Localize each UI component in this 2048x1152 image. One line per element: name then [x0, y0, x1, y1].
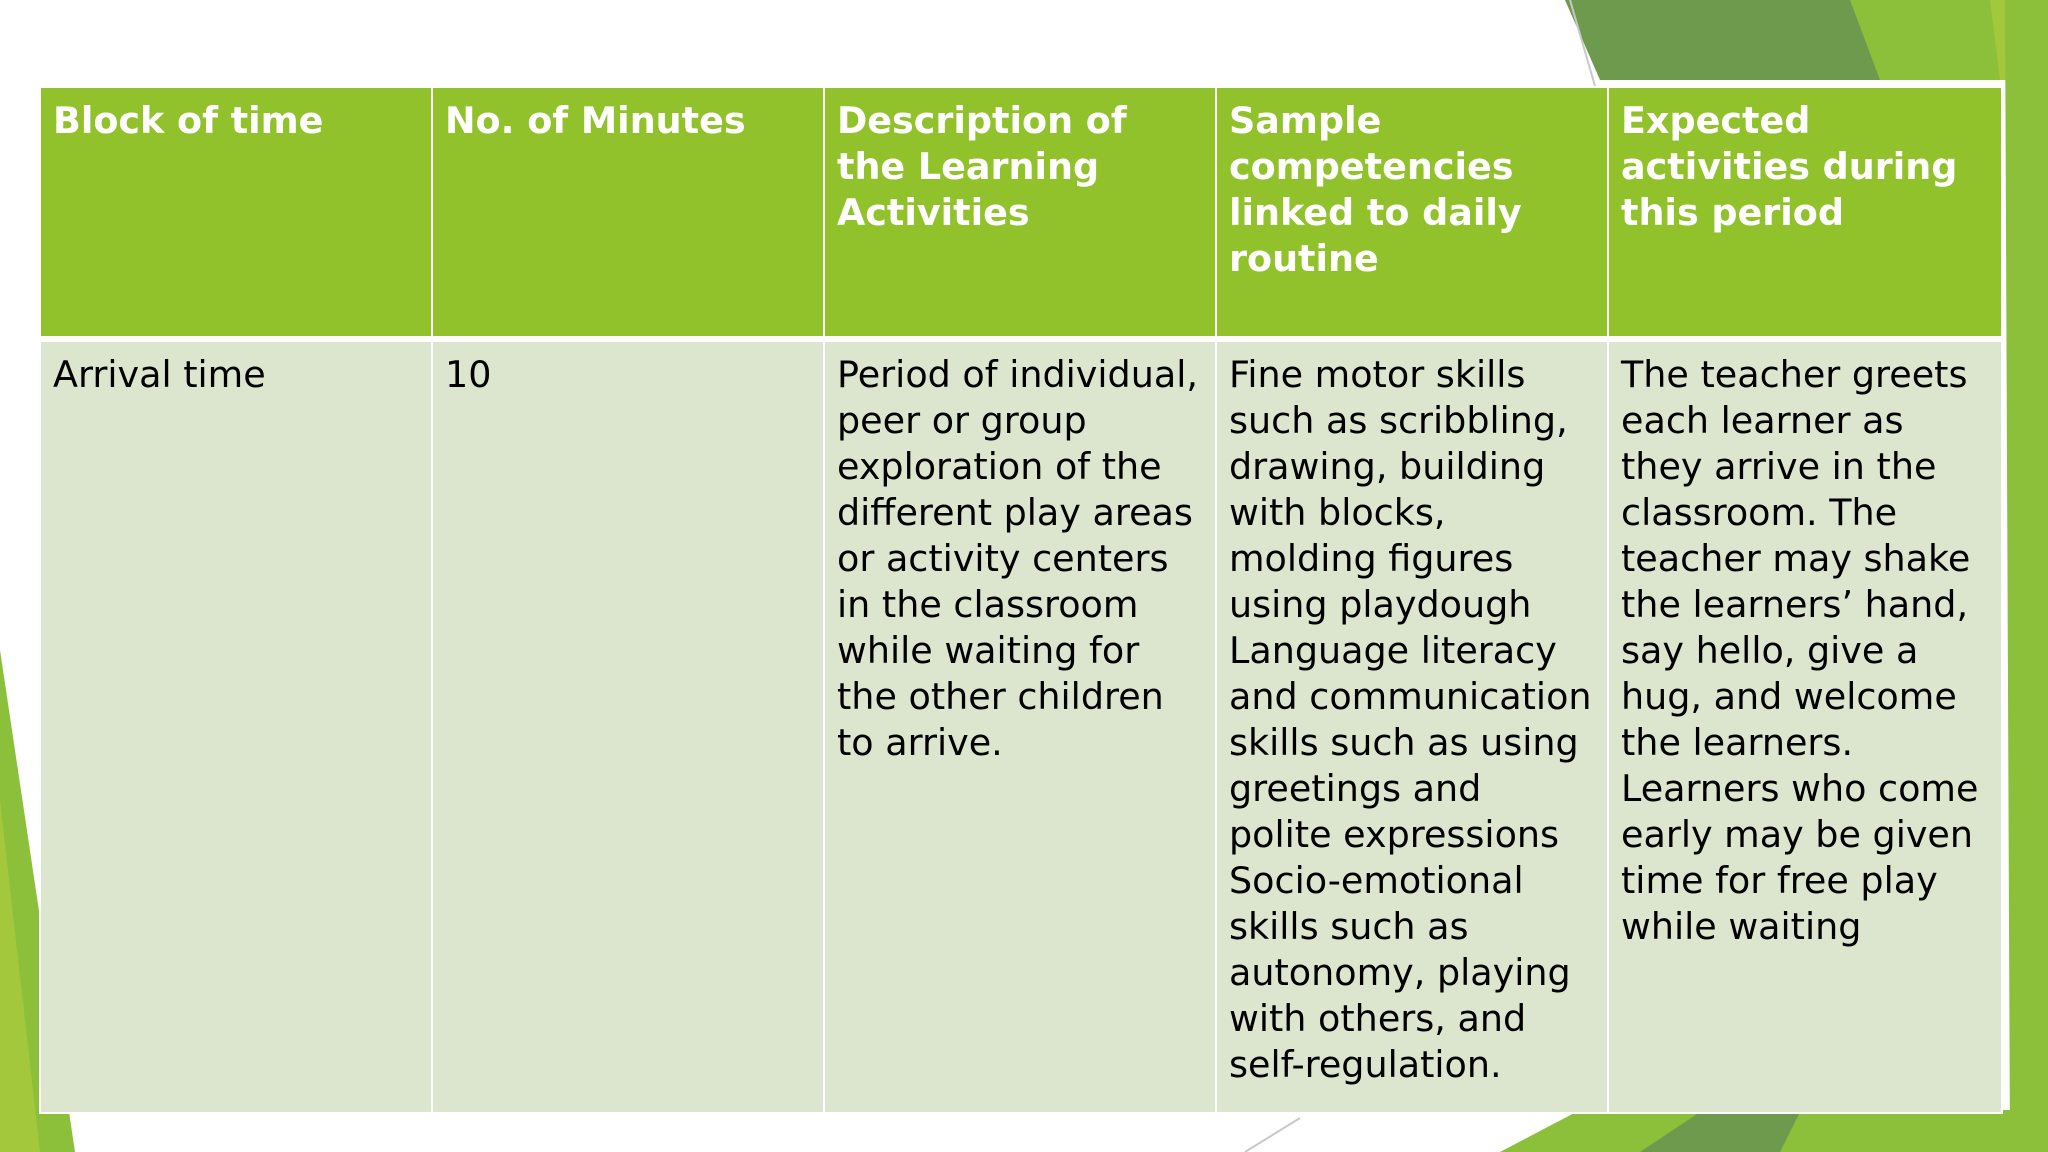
cell-expected-activities: The teacher greets each learner as they arrive in the classroom. The teacher may shake the learners’ hand, say hello, give a hug, and welcome the learners. Learners who come early may be given time for free play while waiting [1608, 339, 2002, 1113]
cell-no-of-minutes: 10 [432, 339, 824, 1113]
daily-routine-table [39, 86, 2003, 1114]
header-no-of-minutes: No. of Minutes [432, 87, 824, 339]
cell-block-of-time: Arrival time [40, 339, 432, 1113]
facet-right-edge [2005, 0, 2048, 1152]
table-header-row [40, 87, 2002, 339]
header-expected-activities: Expected activities during this period [1608, 87, 2002, 339]
table-row [40, 339, 2002, 1113]
header-block-of-time: Block of time [40, 87, 432, 339]
cell-sample-competencies: Fine motor skills such as scribbling, drawing, building with blocks, molding figures using playdough Language literacy and communication skills such as using greetings and polite expressions Socio-emotional skills such as autonomy, playing with others, and self-regulation. [1216, 339, 1608, 1113]
header-sample-competencies: Sample competencies linked to daily routine [1216, 87, 1608, 339]
facet-line-bottom [1245, 1118, 1300, 1152]
cell-description: Period of individual, peer or group exploration of the different play areas or activity centers in the classroom while waiting for the other children to arrive. [824, 339, 1216, 1113]
header-description: Description of the Learning Activities [824, 87, 1216, 339]
